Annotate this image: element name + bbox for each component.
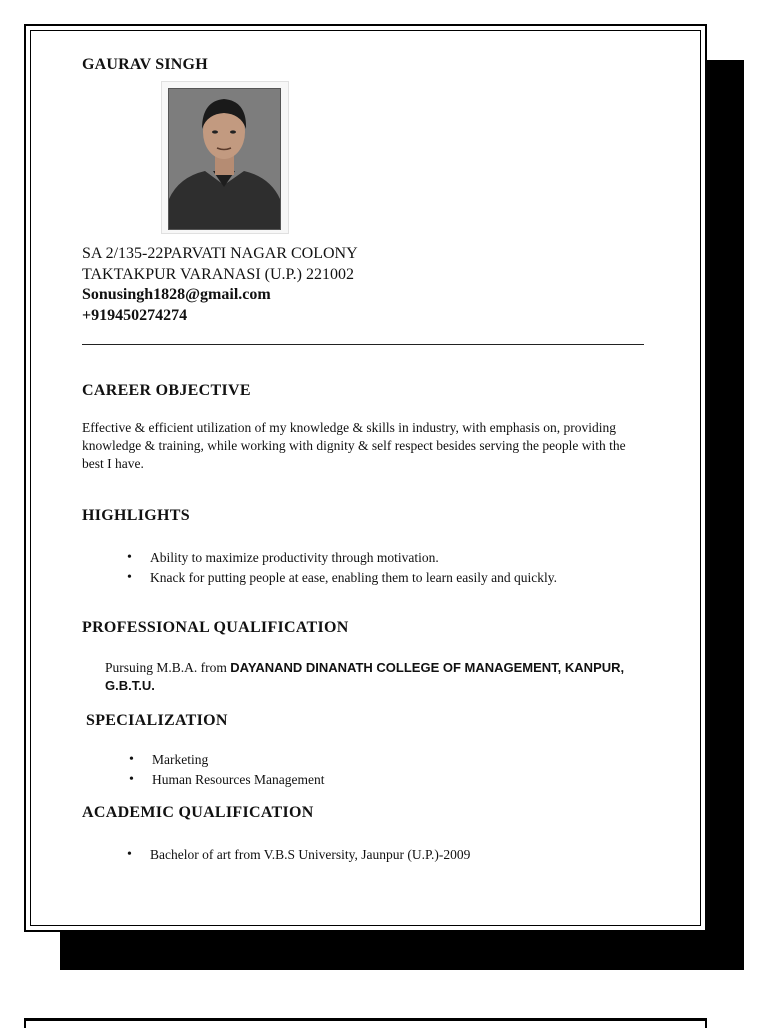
highlights-list — [127, 548, 557, 587]
list-item: • Knack for putting people at ease, enabling them to learn easily and quickly. — [127, 568, 557, 588]
professional-qualification-heading: PROFESSIONAL QUALIFICATION — [82, 619, 349, 636]
address-line-1: SA 2/135-22PARVATI NAGAR COLONY — [82, 245, 358, 262]
institution-name: DAYANAND DINANATH COLLEGE OF MANAGEMENT, KANPUR, G.B.T.U. — [105, 660, 625, 693]
section-divider — [82, 344, 644, 345]
profile-photo — [168, 88, 281, 230]
next-page-top-edge — [24, 1018, 707, 1028]
phone-number: +919450274274 — [82, 306, 188, 324]
qualification-prefix: Pursuing M.B.A. from — [105, 660, 231, 675]
academic-qualification-heading: ACADEMIC QUALIFICATION — [82, 804, 314, 821]
academic-qualification-list — [127, 845, 470, 865]
list-item: • Bachelor of art from V.B.S University, Jaunpur (U.P.)-2009 — [127, 845, 470, 865]
career-objective-text: Effective & efficient utilization of my knowledge & skills in industry, with emphasis on, providing knowledge & training, while working with dignity & self respect besides serving the people with the best I have. — [82, 420, 626, 471]
resume-page — [24, 24, 707, 932]
page-shadow-right — [707, 60, 744, 970]
specialization-heading: SPECIALIZATION — [86, 712, 228, 729]
professional-qualification-text — [105, 659, 665, 695]
specialization-list — [129, 750, 324, 789]
address-line-2: TAKTAKPUR VARANASI (U.P.) 221002 — [82, 265, 354, 283]
list-item: • Marketing — [129, 750, 324, 770]
list-item: • Ability to maximize productivity through motivation. — [127, 548, 557, 568]
highlights-heading: HIGHLIGHTS — [82, 507, 190, 524]
career-objective-heading: CAREER OBJECTIVE — [82, 382, 251, 399]
page-shadow-bottom — [60, 932, 744, 970]
list-item: • Human Resources Management — [129, 770, 324, 790]
person-portrait-icon — [169, 89, 280, 229]
email-address[interactable]: Sonusingh1828@gmail.com — [82, 286, 271, 303]
candidate-name: GAURAV SINGH — [82, 56, 208, 73]
page-inner-border — [30, 30, 701, 926]
contact-block — [82, 244, 358, 326]
